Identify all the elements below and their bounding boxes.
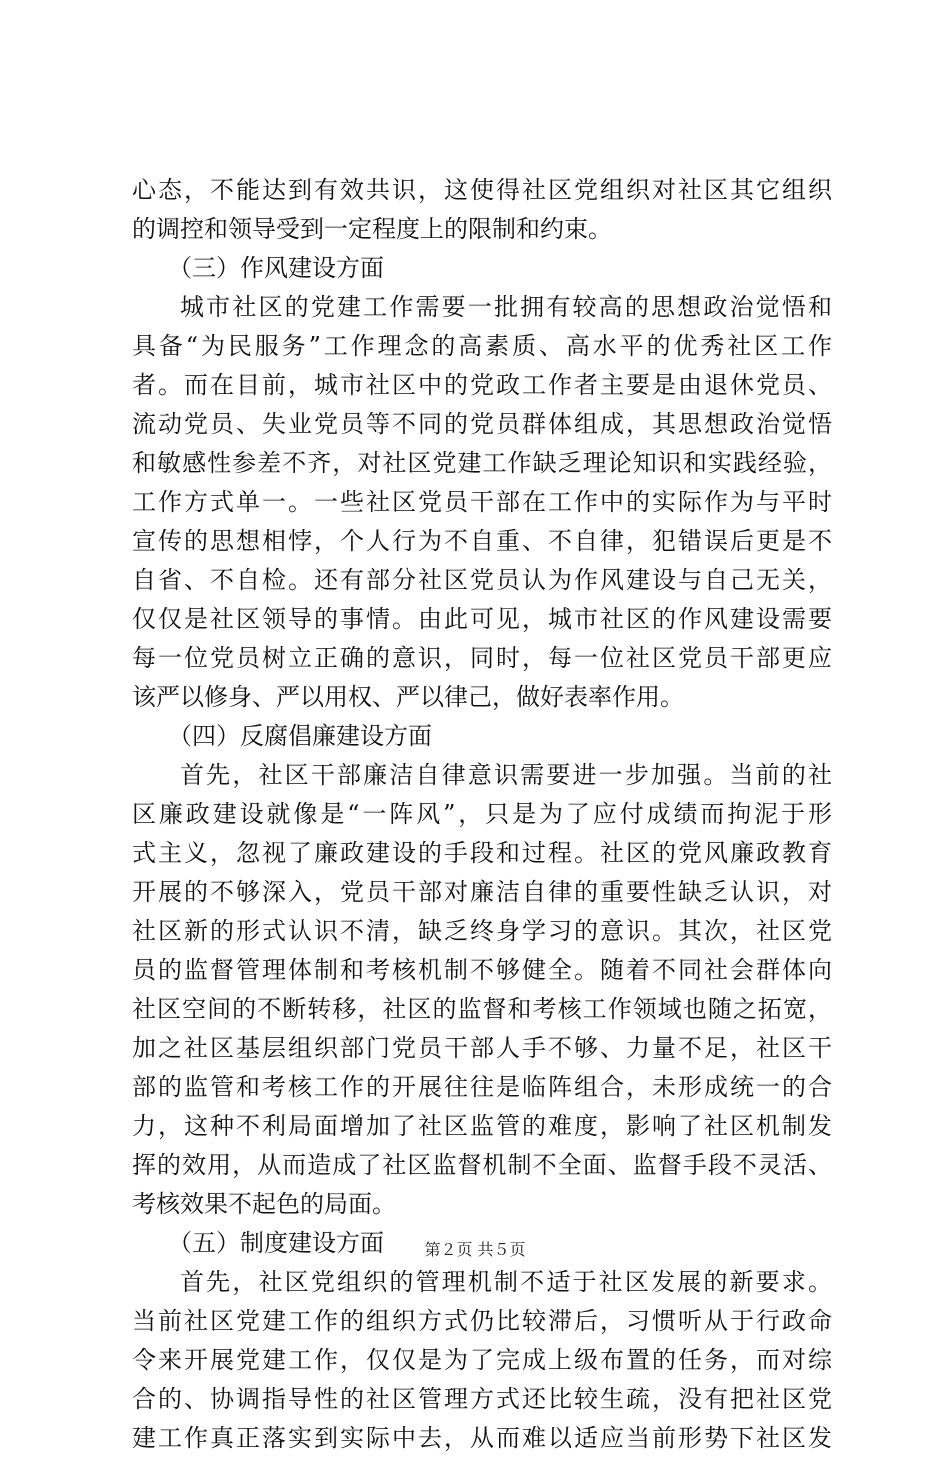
section-heading: （五）制度建设方面 bbox=[168, 1229, 384, 1257]
text-line: 当前社区党建工作的组织方式仍比较滞后，习惯听从于行政命 bbox=[132, 1307, 832, 1335]
text-line: 首先，社区党组织的管理机制不适于社区发展的新要求。 bbox=[180, 1268, 832, 1296]
text-line: 心态，不能达到有效共识，这使得社区党组织对社区其它组织 bbox=[132, 176, 832, 204]
text-line: 城市社区的党建工作需要一批拥有较高的思想政治觉悟和 bbox=[180, 293, 832, 321]
text-line: 区廉政建设就像是“一阵风”，只是为了应付成绩而拘泥于形 bbox=[132, 800, 832, 828]
document-body bbox=[132, 171, 832, 1458]
text-line: 部的监管和考核工作的开展往往是临阵组合，未形成统一的合 bbox=[132, 1073, 832, 1101]
text-line: 的调控和领导受到一定程度上的限制和约束。 bbox=[132, 215, 612, 243]
text-line: 自省、不自检。还有部分社区党员认为作风建设与自己无关， bbox=[132, 566, 832, 594]
text-line: 社区空间的不断转移，社区的监督和考核工作领域也随之拓宽， bbox=[132, 995, 832, 1023]
text-line: 式主义，忽视了廉政建设的手段和过程。社区的党风廉政教育 bbox=[132, 839, 832, 867]
text-line: 仅仅是社区领导的事情。由此可见，城市社区的作风建设需要 bbox=[132, 605, 832, 633]
text-line: 考核效果不起色的局面。 bbox=[132, 1190, 396, 1218]
section-heading: （四）反腐倡廉建设方面 bbox=[168, 722, 432, 750]
text-line: 该严以修身、严以用权、严以律己，做好表率作用。 bbox=[132, 683, 684, 711]
page-footer: 第２页 共５页 bbox=[424, 1240, 526, 1259]
text-line: 合的、协调指导性的社区管理方式还比较生疏，没有把社区党 bbox=[132, 1385, 832, 1413]
text-line: 每一位党员树立正确的意识，同时，每一位社区党员干部更应 bbox=[132, 644, 832, 672]
text-line: 工作方式单一。一些社区党员干部在工作中的实际作为与平时 bbox=[132, 488, 832, 516]
text-line: 者。而在目前，城市社区中的党政工作者主要是由退休党员、 bbox=[132, 371, 832, 399]
text-line: 首先，社区干部廉洁自律意识需要进一步加强。当前的社 bbox=[180, 761, 832, 789]
text-line: 挥的效用，从而造成了社区监督机制不全面、监督手段不灵活、 bbox=[132, 1151, 832, 1179]
text-line: 力，这种不利局面增加了社区监管的难度，影响了社区机制发 bbox=[132, 1112, 832, 1140]
text-line: 和敏感性参差不齐，对社区党建工作缺乏理论知识和实践经验， bbox=[132, 449, 832, 477]
text-line: 开展的不够深入，党员干部对廉洁自律的重要性缺乏认识，对 bbox=[132, 878, 832, 906]
section-heading: （三）作风建设方面 bbox=[168, 254, 384, 282]
text-line: 宣传的思想相悖，个人行为不自重、不自律，犯错误后更是不 bbox=[132, 527, 832, 555]
text-line: 建工作真正落实到实际中去，从而难以适应当前形势下社区发 bbox=[132, 1424, 832, 1452]
text-line: 加之社区基层组织部门党员干部人手不够、力量不足，社区干 bbox=[132, 1034, 832, 1062]
text-line: 员的监督管理体制和考核机制不够健全。随着不同社会群体向 bbox=[132, 956, 832, 984]
text-line: 流动党员、失业党员等不同的党员群体组成，其思想政治觉悟 bbox=[132, 410, 832, 438]
text-line: 令来开展党建工作，仅仅是为了完成上级布置的任务，而对综 bbox=[132, 1346, 832, 1374]
text-line: 社区新的形式认识不清，缺乏终身学习的意识。其次，社区党 bbox=[132, 917, 832, 945]
text-line: 具备“为民服务”工作理念的高素质、高水平的优秀社区工作 bbox=[132, 332, 832, 360]
